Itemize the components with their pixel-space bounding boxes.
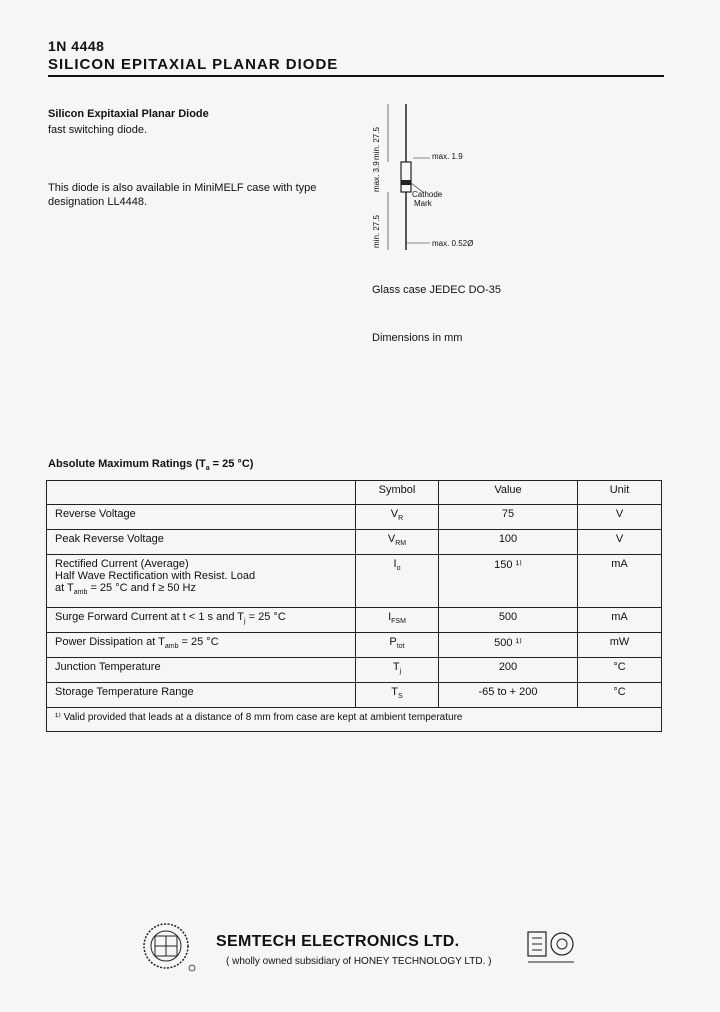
row-param: Power Dissipation at $T_{amb} = 25$ °C	[47, 633, 356, 658]
row-unit: °C	[578, 683, 662, 708]
row-unit: V	[578, 530, 662, 555]
certification-marks-icon	[526, 930, 576, 970]
table-row	[47, 555, 662, 608]
row-value: 500	[439, 608, 578, 633]
row-param: Junction Temperature	[47, 658, 356, 683]
ratings-table	[46, 480, 662, 732]
intro-line-3: designation LL4448.	[48, 196, 148, 208]
st-logo-icon	[136, 918, 200, 974]
dim-bottom-label: min. 27.5	[372, 215, 381, 248]
row-value: 100	[439, 530, 578, 555]
row-value: -65 to + 200	[439, 683, 578, 708]
row-value: 200	[439, 658, 578, 683]
row-param: Peak Reverse Voltage	[47, 530, 356, 555]
table-row	[47, 633, 662, 658]
cathode-band	[401, 180, 411, 185]
table-row	[47, 658, 662, 683]
row-symbol: $I_o$	[356, 555, 439, 608]
header-unit: Unit	[578, 481, 662, 505]
company-name: SEMTECH ELECTRONICS LTD.	[216, 933, 460, 950]
cathode-mark-label: Mark	[414, 199, 432, 208]
table-row	[47, 608, 662, 633]
row-value: 150 ¹⁾	[439, 555, 578, 608]
part-number: 1N 4448	[48, 38, 105, 54]
intro-line-2: This diode is also available in MiniMELF case with type	[48, 182, 317, 194]
row-symbol: $I_{FSM}$	[356, 608, 439, 633]
row-value: 500 ¹⁾	[439, 633, 578, 658]
company-subsidiary: ( wholly owned subsidiary of HONEY TECHNOLOGY LTD. )	[226, 956, 492, 967]
footnote: ¹⁾ Valid provided that leads at a distance of 8 mm from case are kept at ambient temperature	[47, 708, 662, 732]
intro-line-1: fast switching diode.	[48, 124, 148, 136]
row-unit: mW	[578, 633, 662, 658]
row-unit: mA	[578, 555, 662, 608]
row-param	[47, 555, 356, 608]
cathode-label: Cathode	[412, 190, 443, 199]
lead-diameter-label: max. 0.52Ø	[432, 239, 474, 248]
row-unit: mA	[578, 608, 662, 633]
row-unit: °C	[578, 658, 662, 683]
dim-top-label: min. 27.5	[372, 127, 381, 160]
row-symbol: $V_R$	[356, 505, 439, 530]
table-header-row	[47, 481, 662, 505]
table-row	[47, 530, 662, 555]
row-symbol: $V_{RM}$	[356, 530, 439, 555]
row-symbol: $P_{tot}$	[356, 633, 439, 658]
title-rule	[48, 75, 664, 77]
units-label: Dimensions in mm	[372, 332, 463, 344]
dim-body-label: max. 3.9	[372, 161, 381, 192]
table-row	[47, 505, 662, 530]
header-parameter	[47, 481, 356, 505]
row-param: Surge Forward Current at t < 1 s and $T_j = 25$ °C	[47, 608, 356, 633]
header-symbol: Symbol	[356, 481, 439, 505]
table-row	[47, 683, 662, 708]
row-param-line-2: Half Wave Rectification with Resist. Load	[55, 570, 256, 582]
row-param: Storage Temperature Range	[47, 683, 356, 708]
header-value: Value	[439, 481, 578, 505]
body-diameter-label: max. 1.9	[432, 152, 463, 161]
diode-body	[401, 162, 411, 192]
intro-heading: Silicon Expitaxial Planar Diode	[48, 108, 209, 120]
footnote-row	[47, 708, 662, 732]
row-symbol: $T_j$	[356, 658, 439, 683]
row-param-line-1: Rectified Current (Average)	[55, 558, 189, 570]
document-title: SILICON EPITAXIAL PLANAR DIODE	[48, 56, 339, 73]
row-param-line-3: at $T_{amb} = 25$ °C and f ≥ 50 Hz	[55, 582, 196, 597]
row-unit: V	[578, 505, 662, 530]
row-symbol: $T_S$	[356, 683, 439, 708]
case-label: Glass case JEDEC DO-35	[372, 284, 501, 296]
row-value: 75	[439, 505, 578, 530]
row-param: Reverse Voltage	[47, 505, 356, 530]
ratings-heading: Absolute Maximum Ratings ($T_a = 25$ °C)	[48, 458, 254, 473]
